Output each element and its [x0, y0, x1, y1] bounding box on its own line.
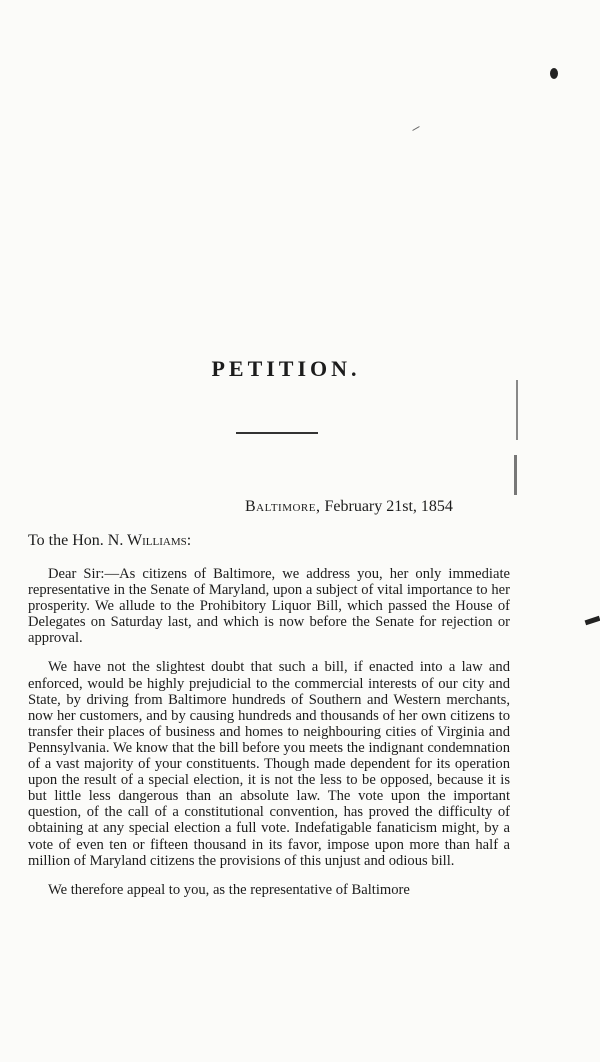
dateline-city: Baltimore,: [245, 498, 321, 515]
scan-edge-mark: [585, 616, 600, 625]
dateline-date: February 21st, 1854: [324, 498, 453, 515]
scan-speck: [550, 68, 558, 79]
scan-edge-mark: [514, 455, 517, 495]
document-title: PETITION.: [211, 356, 361, 381]
scan-edge-mark: [412, 126, 419, 131]
paragraph: We therefore appeal to you, as the representative of Baltimore: [48, 881, 410, 898]
addressee: [28, 532, 191, 550]
petition-body: [28, 566, 510, 898]
addressee-name: N. Williams:: [107, 532, 192, 549]
addressee-prefix: To the Hon.: [28, 532, 104, 549]
title-rule: [236, 432, 318, 434]
scan-edge-mark: [516, 380, 518, 440]
paragraph: Dear Sir:—As citizens of Baltimore, we address you, her only immediate representative in the Senate of Maryland, upon a subject of vital importance to her prosperity. We allude to the Prohibitory Liquor Bill, which passed the House of Delegates on Saturday last, and which is now before the Senate for rejection or approval.: [28, 566, 510, 647]
dateline: [245, 498, 495, 516]
paragraph: We have not the slightest doubt that such a bill, if enacted into a law and enforced, would be highly prejudicial to the commercial interests of our city and State, by driving from Baltimore hundreds of Southern and Western merchants, now her customers, and by causing hundreds and thousands of her own citizens to transfer their places of business and homes to neighbouring cities of Virginia and Pennsylvania. We know that the bill before you meets the indignant condemnation of a vast majority of your constituents. Though made dependent for its operation upon the result of a special election, it is not the less to be opposed, because it is but little less dangerous than an absolute law. The vote upon the important question, of the call of a constitutional convention, has proved the difficulty of obtaining at any special election a full vote. Indefatigable fanaticism might, by a vote of even ten or fifteen thousand in its favor, impose upon more than half a million of Maryland citizens the provisions of this unjust and odious bill.: [28, 659, 510, 869]
